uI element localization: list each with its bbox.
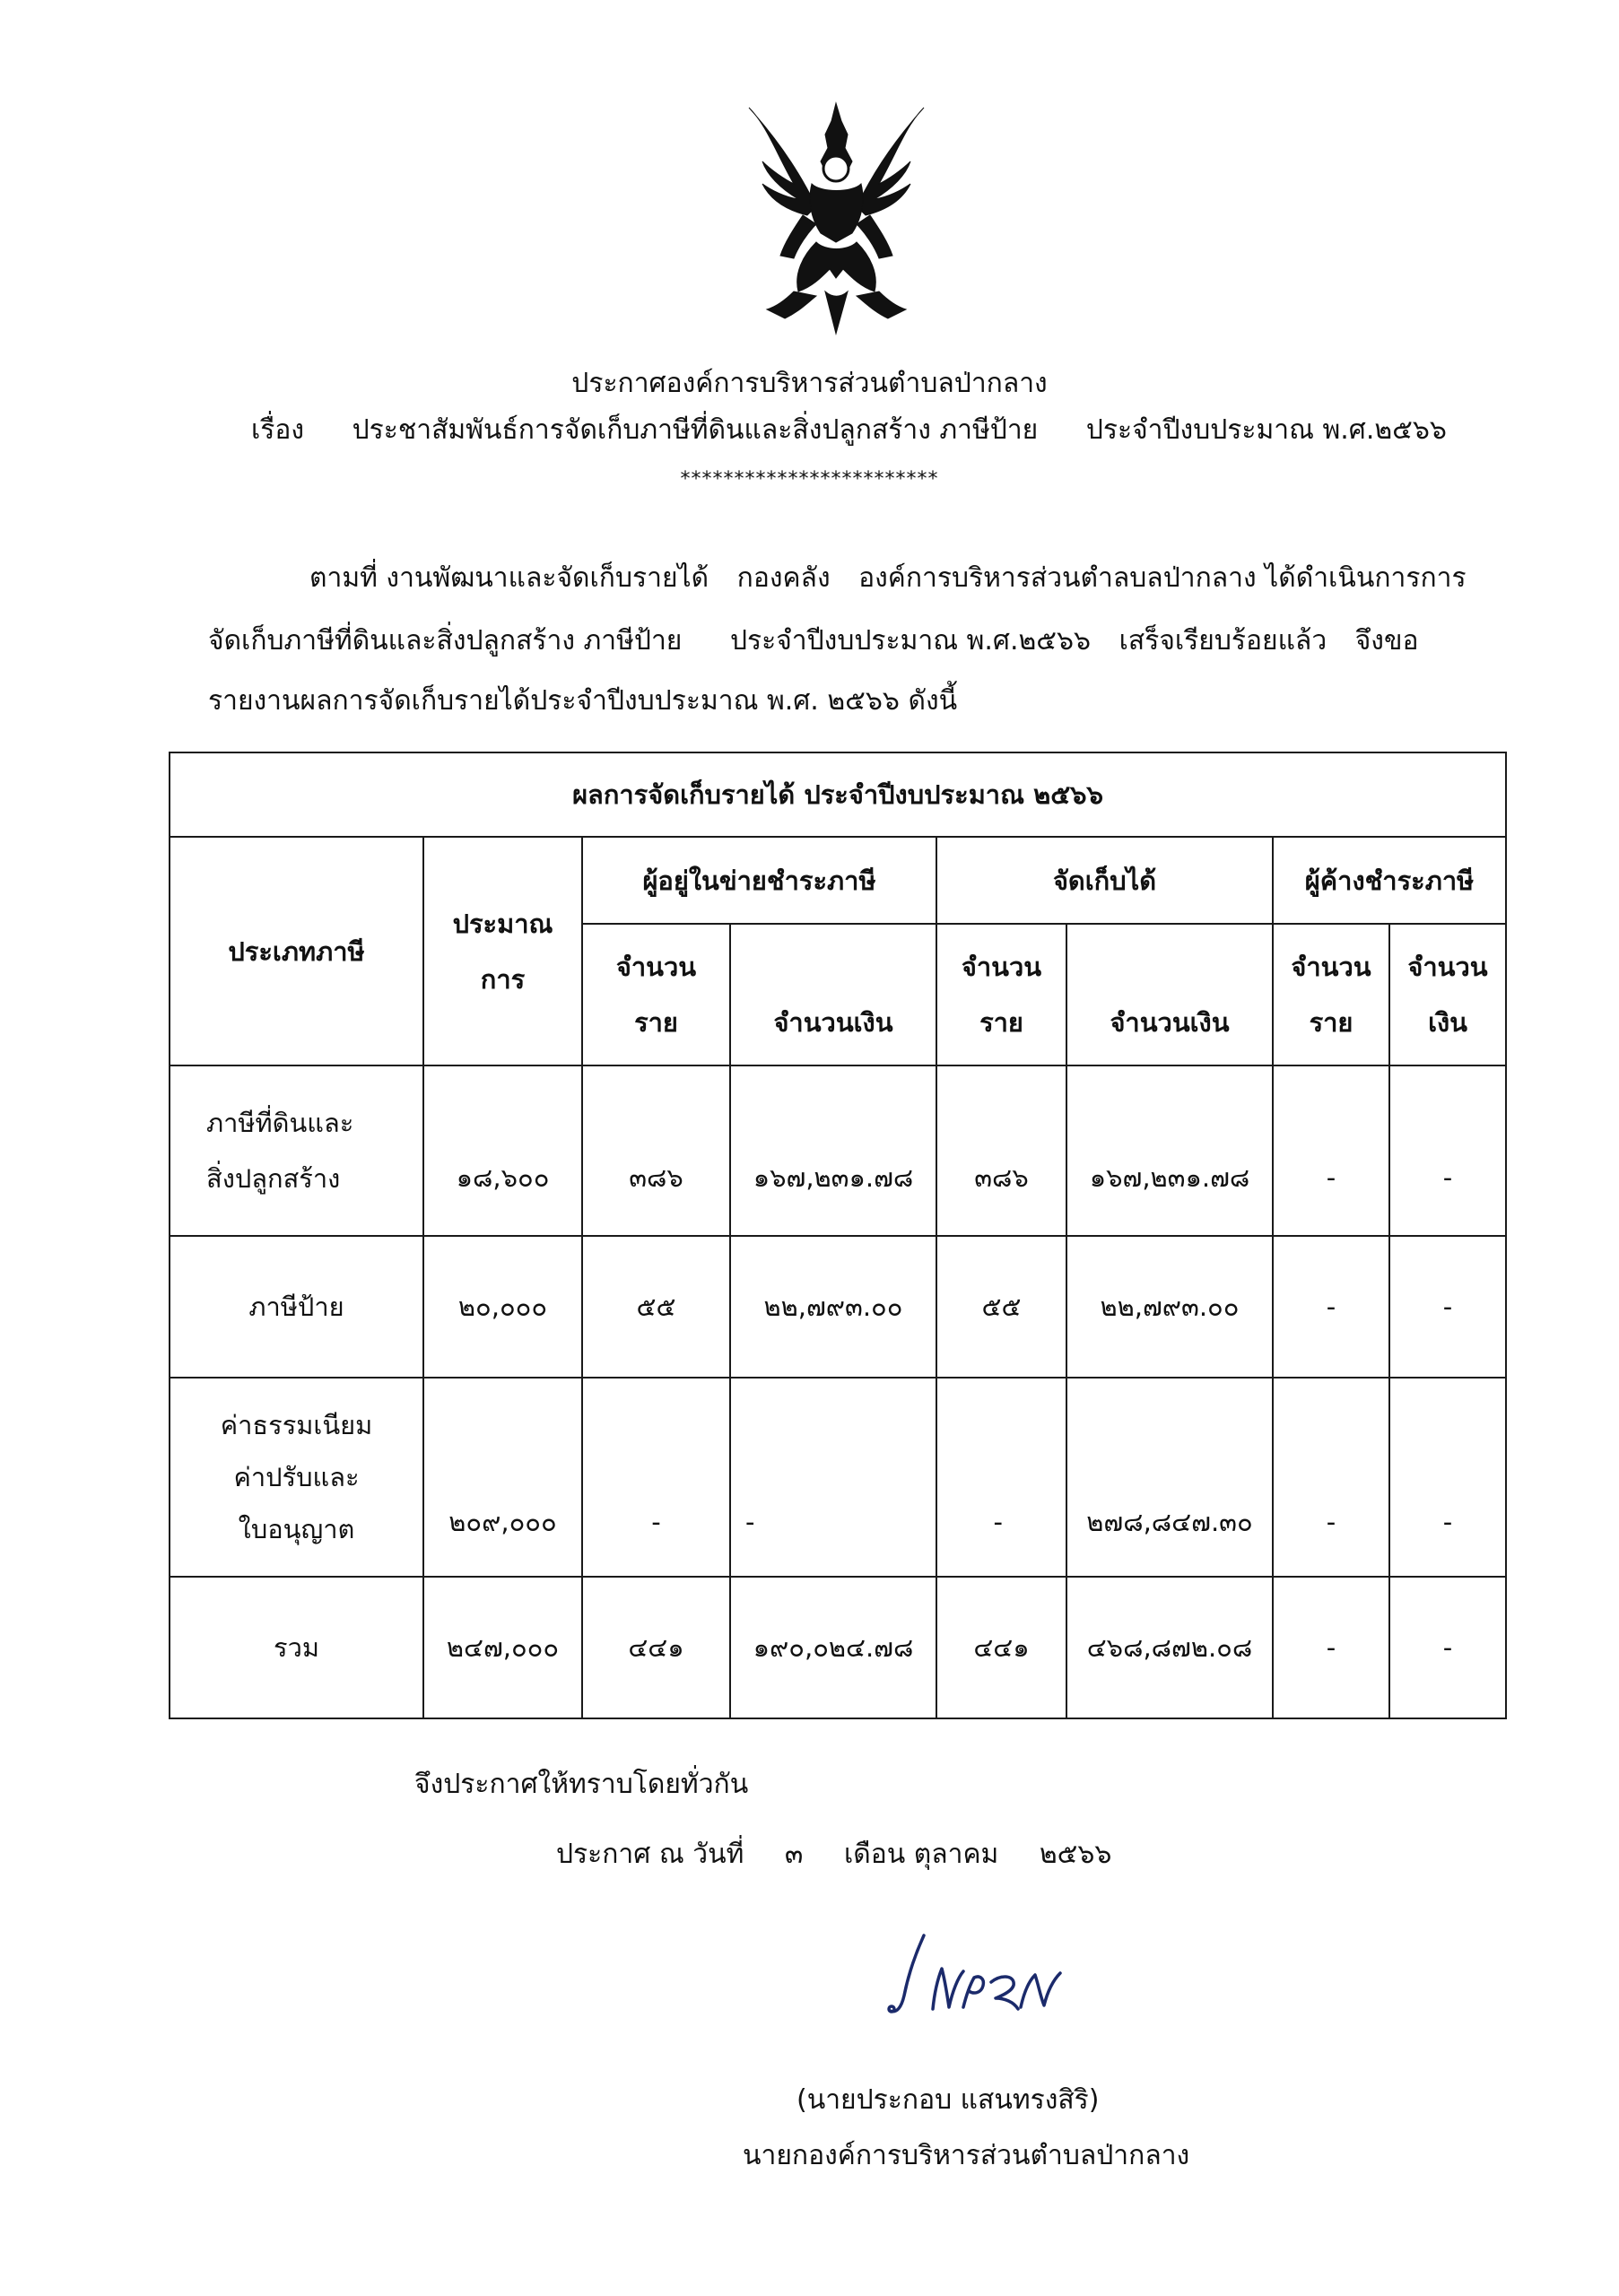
header-collected-amount: จำนวนเงิน xyxy=(1066,924,1273,1065)
header-in-net-count-line-2: ราย xyxy=(634,1007,678,1038)
total-in-net-amount: ๑๙๐,๐๒๔.๗๘ xyxy=(730,1577,936,1718)
subject-text-fiscal-year: ประจำปีงบประมาณ พ.ศ.๒๕๖๖ xyxy=(1085,414,1447,446)
cell-collected-count: ๕๕ xyxy=(936,1236,1066,1378)
handwritten-signature xyxy=(870,1928,1076,2027)
header-estimate xyxy=(423,837,582,1065)
cell-collected-amount: ๒๒,๗๙๓.๐๐ xyxy=(1066,1236,1273,1378)
garuda-emblem-icon xyxy=(731,99,942,336)
cell-in-net-amount: - xyxy=(730,1378,936,1577)
header-out-count-line-1: จำนวน xyxy=(1291,952,1371,982)
row-label-line-1: ภาษีที่ดินและ xyxy=(206,1108,354,1138)
body-line1-part-a: ตามที่ งานพัฒนาและจัดเก็บรายได้ xyxy=(309,562,709,594)
cell-collected-count: - xyxy=(936,1378,1066,1577)
header-collected-count-line-1: จำนวน xyxy=(961,952,1042,982)
subject-text-main: ประชาสัมพันธ์การจัดเก็บภาษีที่ดินและสิ่งปลูกสร้าง ภาษีป้าย xyxy=(352,414,1039,446)
table-row xyxy=(170,1065,1506,1236)
cell-out-amount: - xyxy=(1389,1378,1506,1577)
row-label-line-2: สิ่งปลูกสร้าง xyxy=(206,1163,341,1194)
cell-collected-amount: ๑๖๗,๒๓๑.๗๘ xyxy=(1066,1065,1273,1236)
header-estimate-line-1: ประมาณ xyxy=(452,908,553,939)
cell-in-net-count: - xyxy=(582,1378,730,1577)
org-announcement-title: ประกาศองค์การบริหารส่วนตำบลป่ากลาง xyxy=(571,368,1048,399)
body-line2-part-a: จัดเก็บภาษีที่ดินและสิ่งปลูกสร้าง ภาษีป้าย xyxy=(208,625,683,657)
total-out-amount: - xyxy=(1389,1577,1506,1718)
header-in-net-count-line-1: จำนวน xyxy=(615,952,697,982)
body-paragraph-line-3: รายงานผลการจัดเก็บรายได้ประจำปีงบประมาณ พ.ศ. ๒๕๖๖ ดังนี้ xyxy=(208,685,958,717)
table-title-row xyxy=(170,752,1506,837)
total-collected-count: ๔๔๑ xyxy=(936,1577,1066,1718)
cell-out-count: - xyxy=(1273,1065,1389,1236)
cell-in-net-count: ๕๕ xyxy=(582,1236,730,1378)
header-out-amount-line-2: เงิน xyxy=(1428,1007,1467,1038)
cell-out-count: - xyxy=(1273,1236,1389,1378)
signer-title: นายกองค์การบริหารส่วนตำบลป่ากลาง xyxy=(743,2140,1190,2171)
announcement-date xyxy=(556,1837,1111,1873)
date-day: ๓ xyxy=(784,1839,804,1870)
body-line2-part-b: ประจำปีงบประมาณ พ.ศ.๒๕๖๖ xyxy=(729,625,1092,657)
header-tax-type: ประเภทภาษี xyxy=(170,837,423,1065)
table-row xyxy=(170,1236,1506,1378)
header-collected-count-line-2: ราย xyxy=(979,1007,1023,1038)
body-line2-part-d: จึงขอ xyxy=(1354,625,1419,657)
total-label: รวม xyxy=(170,1577,423,1718)
cell-out-amount: - xyxy=(1389,1236,1506,1378)
cell-estimate: ๑๘,๖๐๐ xyxy=(423,1065,582,1236)
header-group-in-net: ผู้อยู่ในข่ายชำระภาษี xyxy=(582,837,936,924)
row-label-signboard-tax: ภาษีป้าย xyxy=(170,1236,423,1378)
separator-stars: ************************ xyxy=(680,468,939,491)
row-label-line-1: ค่าธรรมเนียม xyxy=(220,1410,373,1440)
header-group-outstanding: ผู้ค้างชำระภาษี xyxy=(1273,837,1506,924)
body-line1-part-c: องค์การบริหารส่วนตำลบลป่ากลาง ได้ดำเนินการการ xyxy=(858,562,1467,594)
body-paragraph-line-1 xyxy=(309,561,1467,596)
row-label-line-3: ใบอนุญาต xyxy=(238,1514,355,1544)
header-in-net-count xyxy=(582,924,730,1065)
header-in-net-amount: จำนวนเงิน xyxy=(730,924,936,1065)
table-total-row xyxy=(170,1577,1506,1718)
header-out-count-line-2: ราย xyxy=(1309,1007,1354,1038)
row-label-land-tax xyxy=(170,1065,423,1236)
body-line2-part-c: เสร็จเรียบร้อยแล้ว xyxy=(1119,625,1327,657)
table-row xyxy=(170,1378,1506,1577)
subject-line xyxy=(251,413,1447,448)
cell-out-amount: - xyxy=(1389,1065,1506,1236)
closing-announcement: จึงประกาศให้ทราบโดยทั่วกัน xyxy=(414,1769,749,1800)
cell-estimate: ๒๐๙,๐๐๐ xyxy=(423,1378,582,1577)
header-estimate-line-2: การ xyxy=(480,963,526,995)
total-collected-amount: ๔๖๘,๘๗๒.๐๘ xyxy=(1066,1577,1273,1718)
header-out-count xyxy=(1273,924,1389,1065)
cell-in-net-count: ๓๘๖ xyxy=(582,1065,730,1236)
revenue-table xyxy=(169,752,1507,1719)
date-prefix: ประกาศ ณ วันที่ xyxy=(556,1839,744,1870)
total-estimate: ๒๔๗,๐๐๐ xyxy=(423,1577,582,1718)
row-label-fees xyxy=(170,1378,423,1577)
signer-name: (นายประกอบ แสนทรงสิริ) xyxy=(796,2084,1100,2116)
subject-label: เรื่อง xyxy=(251,414,305,446)
date-year: ๒๕๖๖ xyxy=(1039,1839,1112,1870)
cell-in-net-amount: ๒๒,๗๙๓.๐๐ xyxy=(730,1236,936,1378)
cell-collected-amount: ๒๗๘,๘๔๗.๓๐ xyxy=(1066,1378,1273,1577)
header-collected-count xyxy=(936,924,1066,1065)
body-paragraph-line-2 xyxy=(208,623,1418,659)
cell-in-net-amount: ๑๖๗,๒๓๑.๗๘ xyxy=(730,1065,936,1236)
table-title: ผลการจัดเก็บรายได้ ประจำปีงบประมาณ ๒๕๖๖ xyxy=(170,752,1506,837)
cell-estimate: ๒๐,๐๐๐ xyxy=(423,1236,582,1378)
total-out-count: - xyxy=(1273,1577,1389,1718)
total-in-net-count: ๔๔๑ xyxy=(582,1577,730,1718)
body-line1-part-b: กองคลัง xyxy=(736,562,831,594)
header-group-collected: จัดเก็บได้ xyxy=(936,837,1273,924)
table-group-header-row xyxy=(170,837,1506,924)
row-label-line-2: ค่าปรับและ xyxy=(233,1462,360,1492)
cell-out-count: - xyxy=(1273,1378,1389,1577)
header-out-amount-line-1: จำนวน xyxy=(1407,952,1488,982)
cell-collected-count: ๓๘๖ xyxy=(936,1065,1066,1236)
date-month: เดือน ตุลาคม xyxy=(843,1839,999,1870)
header-out-amount xyxy=(1389,924,1506,1065)
